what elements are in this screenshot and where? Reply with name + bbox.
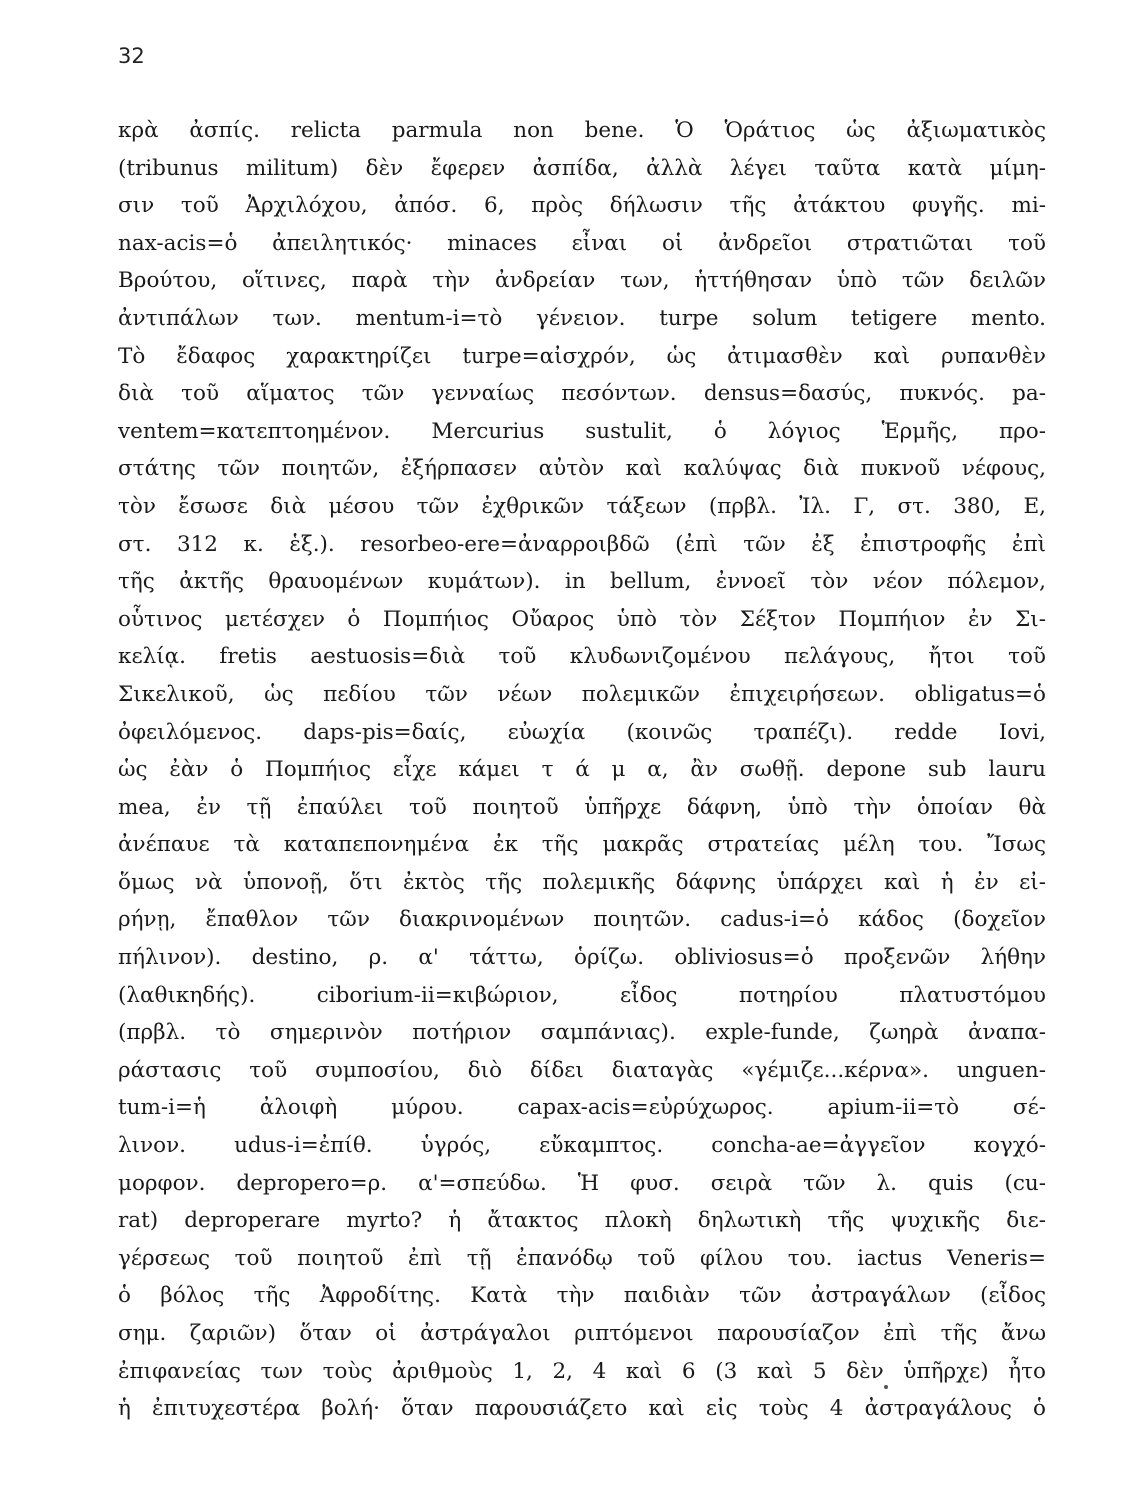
text-line: πήλινον). destino, ρ. α' τάττω, ὁρίζω. obliviosus=ὁ προξενῶν λήθην — [118, 945, 1046, 971]
text-line: τῆς ἀκτῆς θραυομένων κυμάτων). in bellum, ἐννοεῖ τὸν νέον πόλεμον, — [118, 569, 1046, 595]
text-line: τὸν ἔσωσε διὰ μέσου τῶν ἐχθρικῶν τάξεων (πρβλ. Ἰλ. Γ, στ. 380, Ε, — [118, 493, 1046, 519]
text-line: στ. 312 κ. ἑξ.). resorbeo-ere=ἀναρροιβδῶ (ἐπὶ τῶν ἐξ ἐπιστροφῆς ἐπὶ — [118, 531, 1046, 557]
text-line: Βρούτου, οἵτινες, παρὰ τὴν ἀνδρείαν των, ἡττήθησαν ὑπὸ τῶν δειλῶν — [118, 268, 1046, 294]
text-line: ὅμως νὰ ὑπονοῇ, ὅτι ἐκτὸς τῆς πολεμικῆς δάφνης ὑπάρχει καὶ ἡ ἐν εἰ- — [118, 869, 1046, 895]
text-line: rat) deproperare myrto? ἡ ἄτακτος πλοκὴ δηλωτικὴ τῆς ψυχικῆς διε- — [118, 1208, 1046, 1234]
text-line: (πρβλ. τὸ σημερινὸν ποτήριον σαμπάνιας). exple-funde, ζωηρὰ ἀναπα- — [118, 1020, 1046, 1046]
text-line: σημ. ζαριῶν) ὅταν οἱ ἀστράγαλοι ριπτόμενοι παρουσίαζον ἐπὶ τῆς ἄνω — [118, 1321, 1046, 1346]
text-line: ὡς ἐὰν ὁ Πομπήιος εἶχε κάμει τ ά μ α, ἂν σωθῇ. depone sub lauru — [118, 757, 1046, 783]
text-line: ράστασις τοῦ συμποσίου, διὸ δίδει διαταγὰς «γέμιζε...κέρνα». unguen- — [118, 1057, 1046, 1083]
text-line: ἐπιφανείας των τοὺς ἀριθμοὺς 1, 2, 4 καὶ 6 (3 καὶ 5 δὲν ὑπῆρχε) ἦτο — [118, 1358, 1046, 1384]
text-line: οὗτινος μετέσχεν ὁ Πομπήιος Οὔαρος ὑπὸ τὸν Σέξτον Πομπήιον ἐν Σι- — [118, 606, 1046, 632]
text-line: ἀντιπάλων των. mentum-i=τὸ γένειον. turpe solum tetigere mento. — [118, 305, 1046, 331]
text-line: μορφον. depropero=ρ. α'=σπεύδω. Ἡ φυσ. σειρὰ τῶν λ. quis (cu- — [118, 1170, 1046, 1196]
page-number: 32 — [118, 44, 145, 68]
text-line: σιν τοῦ Ἀρχιλόχου, ἀπόσ. 6, πρὸς δήλωσιν τῆς ἀτάκτου φυγῆς. mi- — [118, 193, 1046, 219]
text-line: ρήνῃ, ἔπαθλον τῶν διακρινομένων ποιητῶν. cadus-i=ὁ κάδος (δοχεῖον — [118, 907, 1046, 933]
text-line: tum-i=ἡ ἀλοιφὴ μύρου. capax-acis=εὐρύχωρος. apium-ii=τὸ σέ- — [118, 1095, 1046, 1121]
text-line: κρὰ ἀσπίς. relicta parmula non bene. Ὁ Ὁράτιος ὡς ἀξιωματικὸς — [118, 118, 1046, 143]
text-line: Σικελικοῦ, ὡς πεδίου τῶν νέων πολεμικῶν ἐπιχειρήσεων. obligatus=ὁ — [118, 681, 1046, 707]
text-line: (λαθικηδής). ciborium-ii=κιβώριον, εἶδος ποτηρίου πλατυστόμου — [118, 982, 1046, 1008]
text-line: λινον. udus-i=ἐπίθ. ὑγρός, εὔκαμπτος. concha-ae=ἀγγεῖον κογχό- — [118, 1133, 1046, 1159]
text-line: nax-acis=ὁ ἀπειλητικός· minaces εἶναι οἱ ἀνδρεῖοι στρατιῶται τοῦ — [118, 230, 1046, 256]
text-line: στάτης τῶν ποιητῶν, ἐξήρπασεν αὐτὸν καὶ καλύψας διὰ πυκνοῦ νέφους, — [118, 456, 1046, 482]
body-text — [118, 112, 1046, 1428]
print-speck — [884, 1385, 888, 1389]
text-line: ὁ βόλος τῆς Ἀφροδίτης. Κατὰ τὴν παιδιὰν τῶν ἀστραγάλων (εἶδος — [118, 1283, 1046, 1309]
text-line: (tribunus militum) δὲν ἔφερεν ἀσπίδα, ἀλλὰ λέγει ταῦτα κατὰ μίμη- — [118, 155, 1046, 181]
text-line: ἀνέπαυε τὰ καταπεπονημένα ἐκ τῆς μακρᾶς στρατείας μέλη του. Ἴσως — [118, 832, 1046, 858]
text-line: mea, ἐν τῇ ἐπαύλει τοῦ ποιητοῦ ὑπῆρχε δάφνη, ὑπὸ τὴν ὁποίαν θὰ — [118, 794, 1046, 820]
text-line: ὀφειλόμενος. daps-pis=δαίς, εὐωχία (κοινῶς τραπέζι). redde Iovi, — [118, 719, 1046, 745]
text-line: διὰ τοῦ αἵματος τῶν γενναίως πεσόντων. densus=δασύς, πυκνός. pa- — [118, 381, 1046, 407]
text-line: γέρσεως τοῦ ποιητοῦ ἐπὶ τῇ ἐπανόδῳ τοῦ φίλου του. iactus Veneris= — [118, 1245, 1046, 1271]
text-line: ventem=κατεπτοημένον. Mercurius sustulit, ὁ λόγιος Ἑρμῆς, προ- — [118, 418, 1046, 444]
text-line: κελίᾳ. fretis aestuosis=διὰ τοῦ κλυδωνιζομένου πελάγους, ἤτοι τοῦ — [118, 644, 1046, 670]
text-line: ἡ ἐπιτυχεστέρα βολή· ὅταν παρουσιάζετο καὶ εἰς τοὺς 4 ἀστραγάλους ὁ — [118, 1396, 1046, 1422]
text-line: Τὸ ἔδαφος χαρακτηρίζει turpe=αἰσχρόν, ὡς ἀτιμασθὲν καὶ ρυπανθὲν — [118, 343, 1046, 369]
